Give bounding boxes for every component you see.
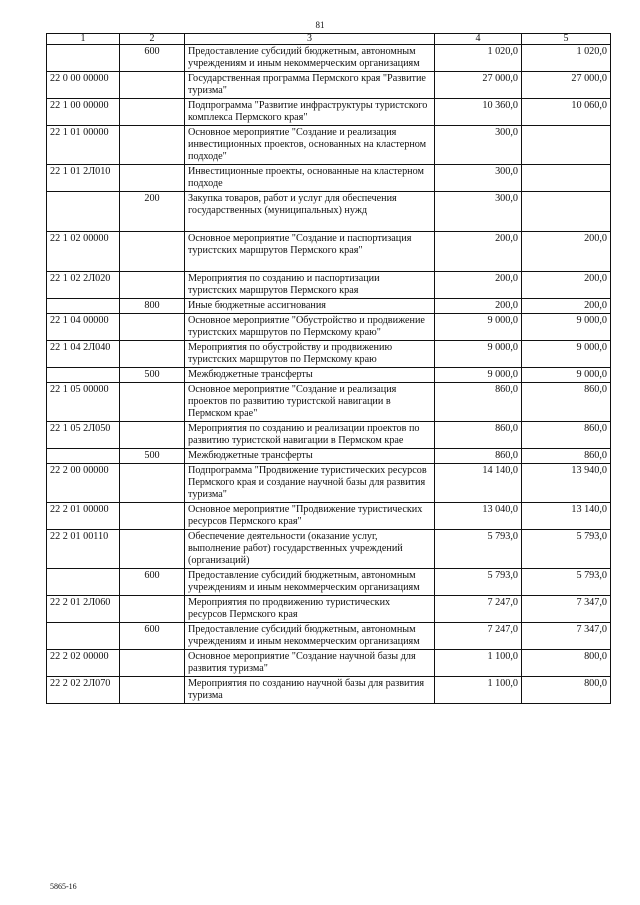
table-body: [47, 45, 611, 704]
amount-col4-cell: 7 247,0: [435, 596, 522, 623]
code-cell: [47, 45, 120, 72]
description-cell: Межбюджетные трансферты: [185, 449, 435, 464]
description-cell: Иные бюджетные ассигнования: [185, 299, 435, 314]
expense-type-cell: 600: [120, 45, 185, 72]
code-cell: 22 2 01 2Л060: [47, 596, 120, 623]
amount-col5-cell: [522, 192, 611, 232]
code-cell: 22 2 02 00000: [47, 650, 120, 677]
amount-col4-cell: 1 100,0: [435, 650, 522, 677]
table-row: [47, 45, 611, 72]
amount-col4-cell: 9 000,0: [435, 314, 522, 341]
table-row: [47, 314, 611, 341]
budget-table: [46, 33, 611, 704]
code-cell: 22 1 01 00000: [47, 126, 120, 165]
amount-col4-cell: 860,0: [435, 422, 522, 449]
description-cell: Подпрограмма "Развитие инфраструктуры туристского комплекса Пермского края": [185, 99, 435, 126]
code-cell: 22 1 02 00000: [47, 232, 120, 272]
expense-type-cell: [120, 383, 185, 422]
amount-col4-cell: 300,0: [435, 165, 522, 192]
expense-type-cell: [120, 650, 185, 677]
expense-type-cell: [120, 126, 185, 165]
expense-type-cell: [120, 503, 185, 530]
amount-col4-cell: 9 000,0: [435, 341, 522, 368]
amount-col4-cell: 5 793,0: [435, 569, 522, 596]
table-row: [47, 165, 611, 192]
amount-col4-cell: 14 140,0: [435, 464, 522, 503]
amount-col5-cell: 860,0: [522, 449, 611, 464]
amount-col4-cell: 7 247,0: [435, 623, 522, 650]
amount-col5-cell: 13 140,0: [522, 503, 611, 530]
table-row: [47, 383, 611, 422]
table-row: [47, 341, 611, 368]
table-row: [47, 530, 611, 569]
description-cell: Мероприятия по продвижению туристических ресурсов Пермского края: [185, 596, 435, 623]
code-cell: 22 2 01 00110: [47, 530, 120, 569]
expense-type-cell: [120, 99, 185, 126]
amount-col5-cell: 9 000,0: [522, 368, 611, 383]
column-number: 5: [522, 34, 611, 45]
table-row: [47, 232, 611, 272]
code-cell: 22 2 00 00000: [47, 464, 120, 503]
description-cell: Предоставление субсидий бюджетным, автономным учреждениям и иным некоммерческим организациям: [185, 45, 435, 72]
table-row: [47, 623, 611, 650]
amount-col5-cell: 200,0: [522, 299, 611, 314]
code-cell: [47, 299, 120, 314]
expense-type-cell: [120, 341, 185, 368]
code-cell: 22 2 02 2Л070: [47, 677, 120, 704]
code-cell: 22 1 05 2Л050: [47, 422, 120, 449]
description-cell: Предоставление субсидий бюджетным, автономным учреждениям и иным некоммерческим организациям: [185, 623, 435, 650]
amount-col5-cell: 1 020,0: [522, 45, 611, 72]
expense-type-cell: [120, 596, 185, 623]
column-number: 1: [47, 34, 120, 45]
amount-col4-cell: 200,0: [435, 272, 522, 299]
amount-col5-cell: 9 000,0: [522, 341, 611, 368]
amount-col4-cell: 13 040,0: [435, 503, 522, 530]
amount-col4-cell: 27 000,0: [435, 72, 522, 99]
expense-type-cell: [120, 422, 185, 449]
column-number: 4: [435, 34, 522, 45]
description-cell: Государственная программа Пермского края "Развитие туризма": [185, 72, 435, 99]
description-cell: Обеспечение деятельности (оказание услуг, выполнение работ) государственных учреждений (организаций): [185, 530, 435, 569]
table-row: [47, 299, 611, 314]
amount-col5-cell: 10 060,0: [522, 99, 611, 126]
amount-col4-cell: 9 000,0: [435, 368, 522, 383]
amount-col4-cell: 5 793,0: [435, 530, 522, 569]
amount-col5-cell: 200,0: [522, 232, 611, 272]
amount-col4-cell: 300,0: [435, 192, 522, 232]
table-row: [47, 569, 611, 596]
code-cell: [47, 623, 120, 650]
amount-col4-cell: 300,0: [435, 126, 522, 165]
document-code: 5865-16: [50, 882, 77, 891]
code-cell: 22 2 01 00000: [47, 503, 120, 530]
description-cell: Закупка товаров, работ и услуг для обеспечения государственных (муниципальных) нужд: [185, 192, 435, 232]
table-row: [47, 422, 611, 449]
expense-type-cell: [120, 530, 185, 569]
amount-col5-cell: 5 793,0: [522, 569, 611, 596]
amount-col5-cell: 200,0: [522, 272, 611, 299]
code-cell: 22 1 05 00000: [47, 383, 120, 422]
amount-col4-cell: 1 100,0: [435, 677, 522, 704]
table-row: [47, 596, 611, 623]
amount-col5-cell: 27 000,0: [522, 72, 611, 99]
table-row: [47, 72, 611, 99]
expense-type-cell: [120, 677, 185, 704]
code-cell: 22 1 02 2Л020: [47, 272, 120, 299]
table-row: [47, 272, 611, 299]
code-cell: 22 1 04 00000: [47, 314, 120, 341]
amount-col4-cell: 200,0: [435, 232, 522, 272]
description-cell: Мероприятия по созданию и паспортизации туристских маршрутов Пермского края: [185, 272, 435, 299]
amount-col5-cell: 9 000,0: [522, 314, 611, 341]
amount-col5-cell: 860,0: [522, 422, 611, 449]
expense-type-cell: [120, 314, 185, 341]
description-cell: Мероприятия по обустройству и продвижению туристских маршрутов по Пермскому краю: [185, 341, 435, 368]
code-cell: [47, 368, 120, 383]
amount-col4-cell: 860,0: [435, 449, 522, 464]
description-cell: Основное мероприятие "Продвижение туристических ресурсов Пермского края": [185, 503, 435, 530]
table-row: [47, 464, 611, 503]
expense-type-cell: [120, 165, 185, 192]
amount-col5-cell: 860,0: [522, 383, 611, 422]
code-cell: 22 1 04 2Л040: [47, 341, 120, 368]
amount-col4-cell: 860,0: [435, 383, 522, 422]
table-row: [47, 99, 611, 126]
amount-col4-cell: 10 360,0: [435, 99, 522, 126]
description-cell: Предоставление субсидий бюджетным, автономным учреждениям и иным некоммерческим организациям: [185, 569, 435, 596]
description-cell: Мероприятия по созданию и реализации проектов по развитию туристской навигации в Пермском крае: [185, 422, 435, 449]
description-cell: Инвестиционные проекты, основанные на кластерном подходе: [185, 165, 435, 192]
amount-col5-cell: 5 793,0: [522, 530, 611, 569]
amount-col5-cell: [522, 165, 611, 192]
table-row: [47, 449, 611, 464]
expense-type-cell: [120, 464, 185, 503]
code-cell: 22 0 00 00000: [47, 72, 120, 99]
code-cell: 22 1 01 2Л010: [47, 165, 120, 192]
expense-type-cell: 600: [120, 623, 185, 650]
column-number: 3: [185, 34, 435, 45]
column-number-row: [47, 34, 611, 45]
description-cell: Межбюджетные трансферты: [185, 368, 435, 383]
expense-type-cell: 800: [120, 299, 185, 314]
amount-col5-cell: 7 347,0: [522, 623, 611, 650]
amount-col4-cell: 1 020,0: [435, 45, 522, 72]
expense-type-cell: [120, 272, 185, 299]
expense-type-cell: [120, 72, 185, 99]
description-cell: Основное мероприятие "Создание и паспортизация туристских маршрутов Пермского края": [185, 232, 435, 272]
table-row: [47, 650, 611, 677]
code-cell: [47, 192, 120, 232]
table-row: [47, 677, 611, 704]
amount-col5-cell: [522, 126, 611, 165]
amount-col5-cell: 7 347,0: [522, 596, 611, 623]
description-cell: Основное мероприятие "Создание научной базы для развития туризма": [185, 650, 435, 677]
table-row: [47, 126, 611, 165]
amount-col4-cell: 200,0: [435, 299, 522, 314]
code-cell: 22 1 00 00000: [47, 99, 120, 126]
expense-type-cell: 200: [120, 192, 185, 232]
description-cell: Подпрограмма "Продвижение туристических ресурсов Пермского края и создание научной базы для развития туризма": [185, 464, 435, 503]
expense-type-cell: [120, 232, 185, 272]
description-cell: Основное мероприятие "Создание и реализация проектов по развитию туристской навигации в Пермском крае": [185, 383, 435, 422]
description-cell: Основное мероприятие "Обустройство и продвижение туристских маршрутов по Пермскому краю": [185, 314, 435, 341]
expense-type-cell: 500: [120, 449, 185, 464]
description-cell: Мероприятия по созданию научной базы для развития туризма: [185, 677, 435, 704]
expense-type-cell: 500: [120, 368, 185, 383]
amount-col5-cell: 800,0: [522, 677, 611, 704]
table-row: [47, 192, 611, 232]
description-cell: Основное мероприятие "Создание и реализация инвестиционных проектов, основанных на кластерном подходе": [185, 126, 435, 165]
column-number: 2: [120, 34, 185, 45]
amount-col5-cell: 800,0: [522, 650, 611, 677]
page-number: 81: [315, 20, 325, 30]
code-cell: [47, 449, 120, 464]
expense-type-cell: 600: [120, 569, 185, 596]
table-row: [47, 503, 611, 530]
table-row: [47, 368, 611, 383]
code-cell: [47, 569, 120, 596]
amount-col5-cell: 13 940,0: [522, 464, 611, 503]
